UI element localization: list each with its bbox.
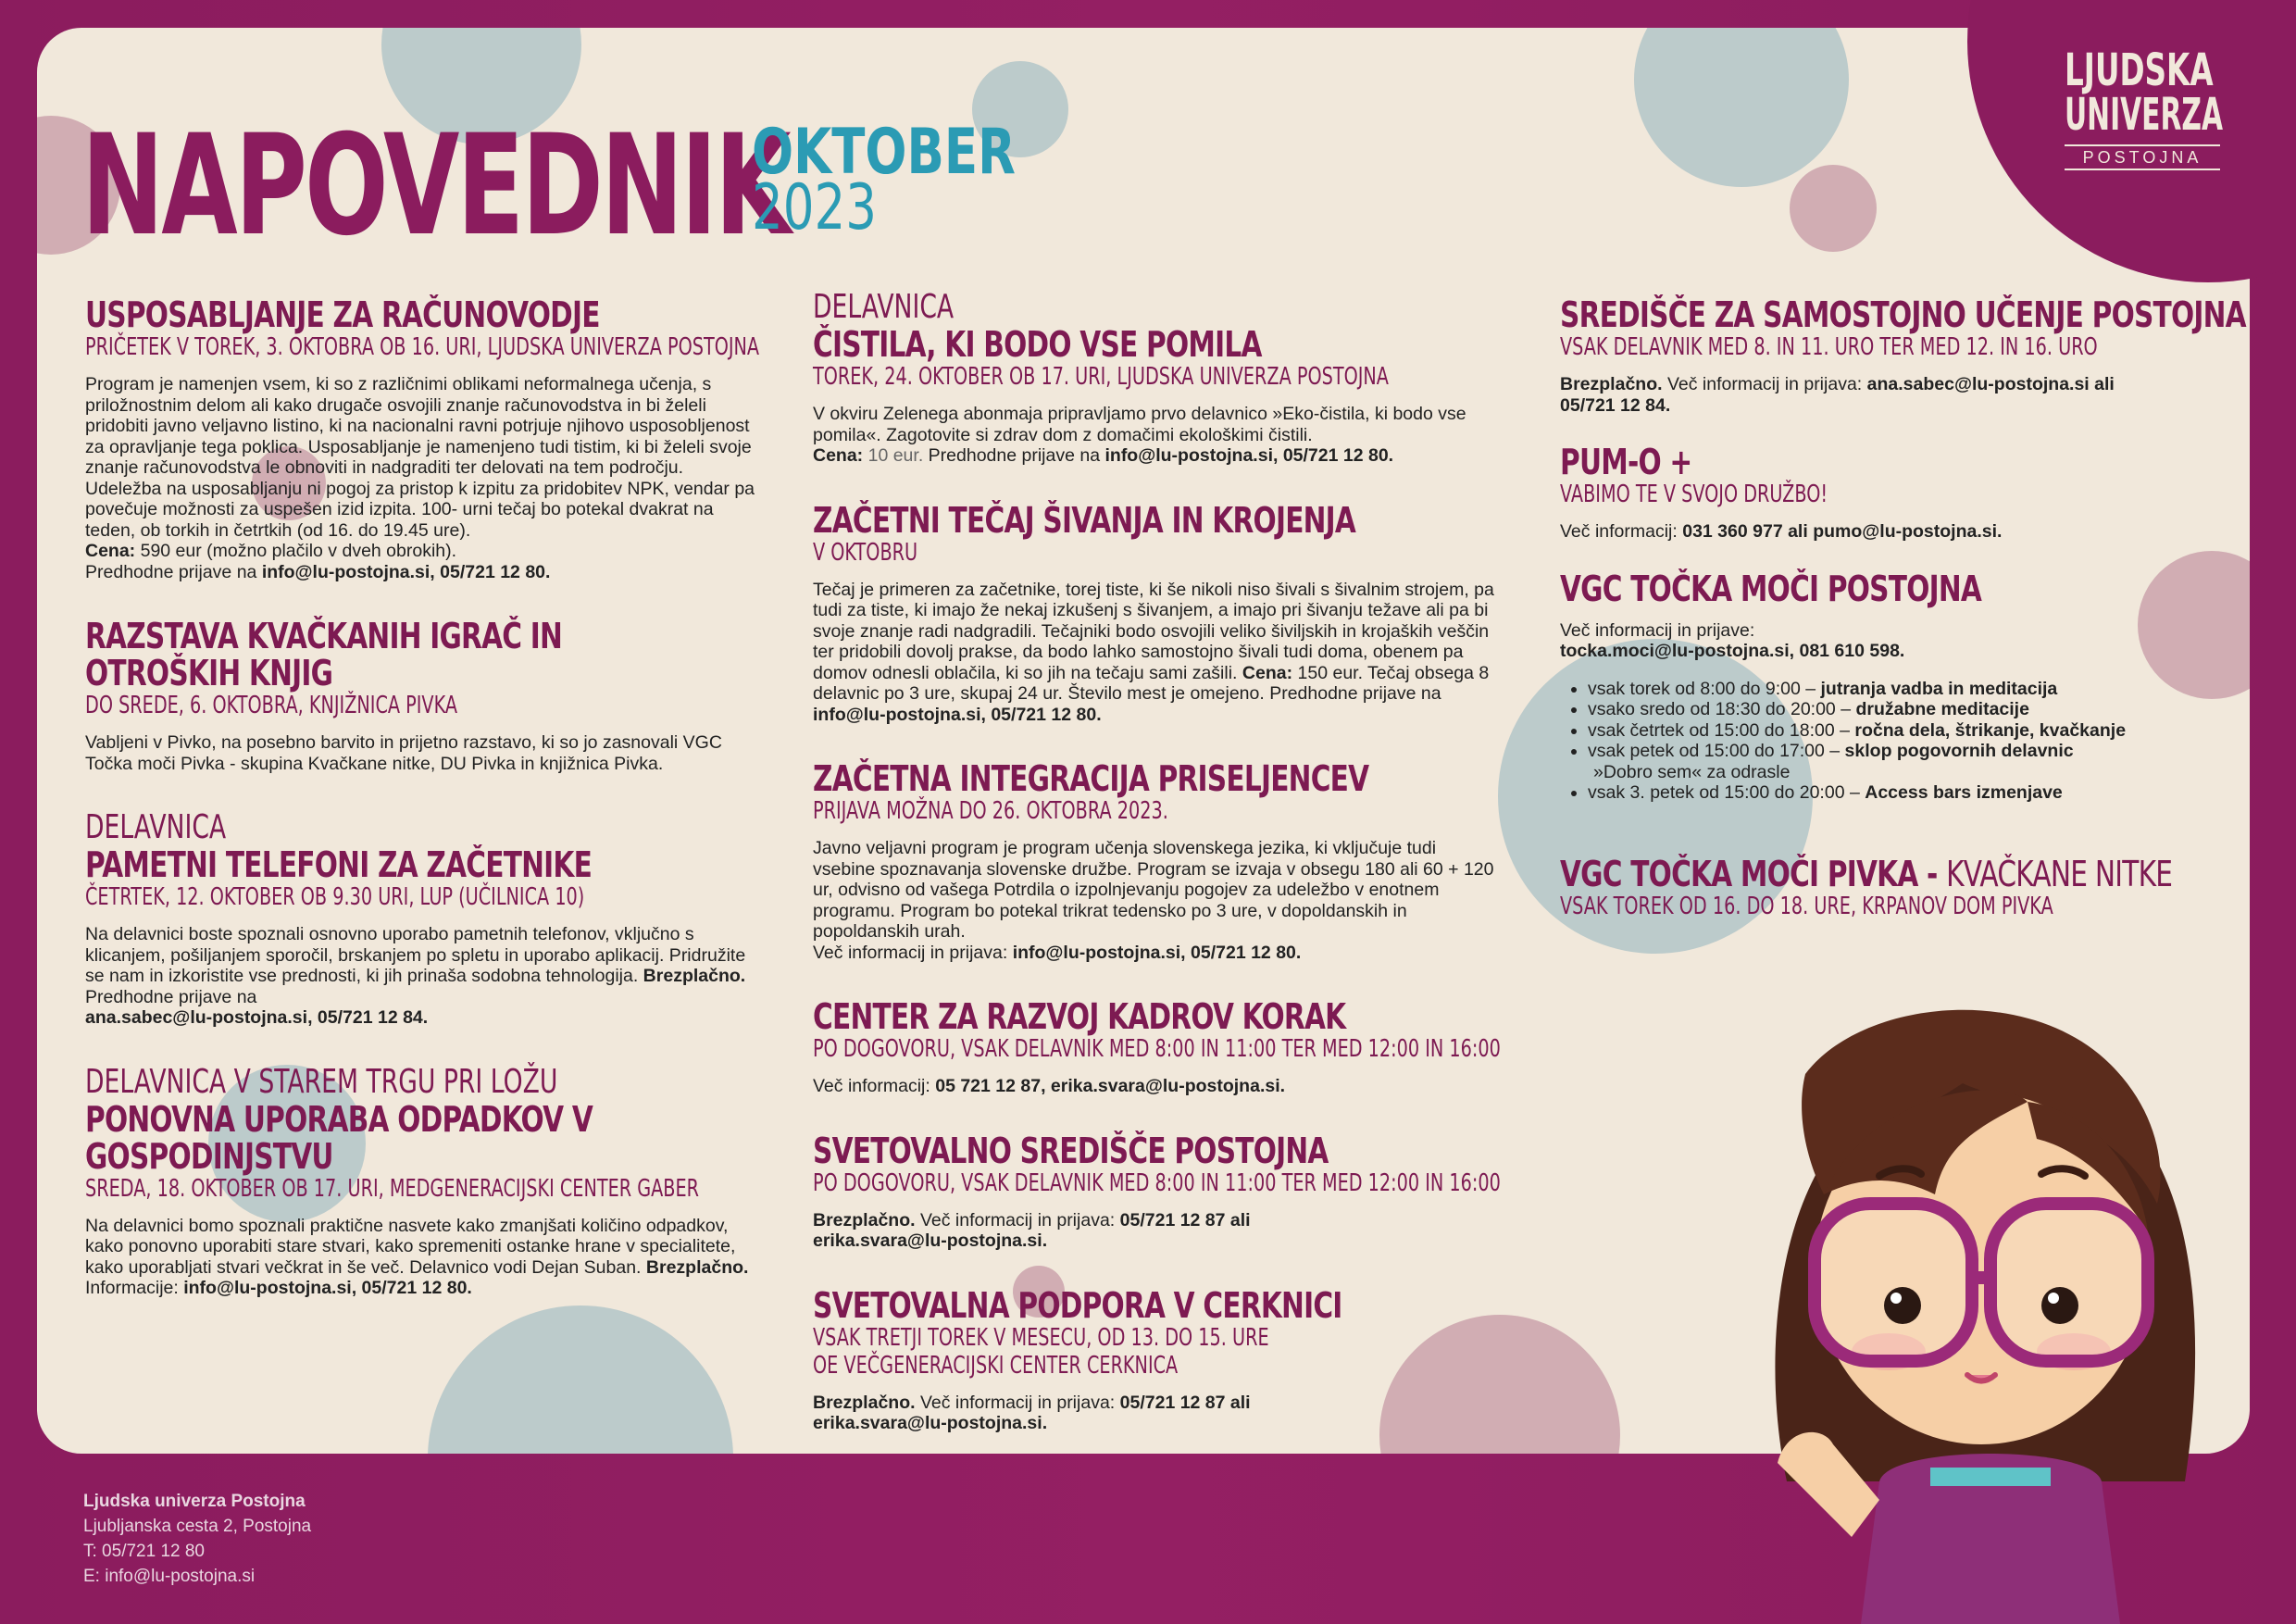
section-integration	[813, 760, 1498, 963]
section-title: SREDIŠČE ZA SAMOSTOJNO UČENJE POSTOJNA	[1560, 294, 2246, 335]
footer-address: Ljubljanska cesta 2, Postojna	[83, 1517, 312, 1536]
section-subtitle: TOREK, 24. OKTOBER OB 17. URI, LJUDSKA UNIVERZA POSTOJNA	[813, 363, 1389, 391]
section-self-learning	[1560, 294, 2246, 416]
section-subtitle: OE VEČGENERACIJSKI CENTER CERKNICA	[813, 1351, 1179, 1380]
decor-circle	[1790, 165, 1877, 252]
section-subtitle: PRIČETEK V TOREK, 3. OKTOBRA OB 16. URI, LJUDSKA UNIVERZA POSTOJNA	[85, 333, 760, 361]
section-subtitle: DO SREDE, 6. OKTOBRA, KNJIŽNICA PIVKA	[85, 692, 458, 719]
section-title: USPOSABLJANJE ZA RAČUNOVODJE	[85, 294, 600, 335]
section-smartphones	[85, 809, 761, 1029]
section-title: RAZSTAVA KVAČKANIH IGRAČ IN	[85, 616, 563, 656]
section-text: Več informacij: 05 721 12 87, erika.svara@lu-postojna.si.	[813, 1076, 1286, 1096]
section-subtitle: VABIMO TE V SVOJO DRUŽBO!	[1560, 481, 1828, 508]
section-vgc-pivka	[1560, 853, 2217, 920]
footer-phone: T: 05/721 12 80	[83, 1542, 205, 1561]
logo-line-3: POSTOJNA	[2065, 144, 2220, 170]
section-subtitle: PO DOGOVORU, VSAK DELAVNIK MED 8:00 IN 11:00 TER MED 12:00 IN 16:00	[813, 1168, 1501, 1197]
footer	[83, 1489, 311, 1589]
section-title: CENTER ZA RAZVOJ KADROV KORAK	[813, 996, 1346, 1037]
section-text: Javno veljavni program je program učenja slovenskega jezika, ki vključuje tudi vsebine spoznavanja slovenske družbe. Program se izvaja v obsegu 180 ali 60 + 120 ur, odvisno od vašega Potrdila o izpolnjevanju pogojev za udeležbo v enotnem programu. Program bo potekal trikrat tedensko po 3 ure, v dopoldanskih in popoldanskih urah. Več informacij in prijava: info@lu-postojna.si, 05/721 12 80.	[813, 838, 1494, 963]
logo-line-1: LJUDSKA	[2065, 44, 2214, 96]
section-title: VGC TOČKA MOČI POSTOJNA	[1560, 568, 1982, 609]
section-subtitle: VSAK DELAVNIK MED 8. IN 11. URO TER MED 12. IN 16. URO	[1560, 333, 2098, 361]
list-item: • vsako sredo od 18:30 do 20:00 – družabne meditacije	[1588, 699, 2217, 720]
section-title: ČISTILA, KI BODO VSE POMILA	[813, 324, 1262, 365]
column-1	[85, 296, 761, 1334]
section-cleaners	[813, 289, 1498, 467]
section-text: Več informacij in prijave: tocka.moci@lu-postojna.si, 081 610 598.	[1560, 619, 1905, 661]
section-cerknica	[813, 1284, 1498, 1434]
header-month: OKTOBER	[752, 116, 1016, 189]
list-item: • vsak torek od 8:00 do 9:00 – jutranja vadba in meditacija	[1588, 679, 2217, 700]
section-title: ZAČETNI TEČAJ ŠIVANJA IN KROJENJA	[813, 499, 1356, 541]
section-text: Na delavnici bomo spoznali praktične nasvete kako zmanjšati količino odpadkov, kako ponovno uporabiti stare stvari, kako spremeniti ostanke hrane v specialitete, kako uporabljati stvari večkrat in še več. Delavnico vodi Dejan Suban. Brezplačno. Informacije: info@lu-postojna.si, 05/721 12 80.	[85, 1215, 749, 1298]
section-title: OTROŠKIH KNJIG	[85, 653, 333, 693]
footer-email: E: info@lu-postojna.si	[83, 1567, 256, 1586]
section-text: Tečaj je primeren za začetnike, torej tiste, ki še nikoli niso šivali s šivalnim strojem, pa tudi za tiste, ki imajo že nekaj izkušenj s šivanjem, a imajo pri šivanju težave ali pa bi svoje znanje radi nadgradili. Tečajniki bodo osvojili veliko šiviljskih in krojaških veščin ter pridobili dovolj prakse, da bodo lahko samostojno šivali tudi doma, obenem pa domov odnesli oblačila, ki so jih na tečaju sami zašili. Cena: 150 eur. Tečaj obsega 8 delavnic po 3 ure, skupaj 24 ur. Število mest je omejeno. Predhodne prijave na info@lu-postojna.si, 05/721 12 80.	[813, 579, 1494, 725]
section-pumo	[1560, 443, 2217, 543]
section-text: Na delavnici boste spoznali osnovno uporabo pametnih telefonov, vključno s klicanjem, pošiljanjem sporočil, brskanjem po spletu in uporabo aplikacij. Pridružite se nam in izkoristite vse prednosti, ki jih prinaša sodobna tehnologija. Brezplačno. Predhodne prijave na ana.sabec@lu-postojna.si, 05/721 12 84.	[85, 924, 746, 1028]
section-subtitle: ČETRTEK, 12. OKTOBER OB 9.30 URI, LUP (UČILNICA 10)	[85, 883, 585, 911]
section-waste	[85, 1064, 761, 1299]
section-title: SVETOVALNA PODPORA V CERKNICI	[813, 1284, 1342, 1326]
section-text: Brezplačno. Več informacij in prijava: 05/721 12 87 ali erika.svara@lu-postojna.si.	[813, 1392, 1251, 1433]
section-prefix: DELAVNICA	[85, 808, 227, 846]
section-title: PUM-O +	[1560, 442, 1692, 482]
section-title: SVETOVALNO SREDIŠČE POSTOJNA	[813, 1130, 1329, 1171]
list-item: • vsak 3. petek od 15:00 do 20:00 – Access bars izmenjave	[1588, 782, 2217, 804]
section-korak	[813, 996, 1501, 1097]
section-title: PAMETNI TELEFONI ZA ZAČETNIKE	[85, 844, 593, 885]
section-counselling	[813, 1130, 1501, 1252]
column-3	[1560, 294, 2246, 956]
column-2	[813, 288, 1501, 1454]
footer-name: Ljudska univerza Postojna	[83, 1492, 306, 1511]
section-subtitle: VSAK TOREK OD 16. DO 18. URE, KRPANOV DOM PIVKA	[1560, 892, 2053, 920]
section-sewing	[813, 499, 1498, 726]
section-title: ZAČETNA INTEGRACIJA PRISELJENCEV	[813, 758, 1369, 799]
section-title: VGC TOČKA MOČI PIVKA - KVAČKANE NITKE	[1560, 853, 2173, 894]
section-subtitle: VSAK TRETJI TOREK V MESECU, OD 13. DO 15. URE	[813, 1323, 1269, 1352]
section-vgc-postojna	[1560, 570, 2217, 804]
schedule-list	[1560, 679, 2217, 804]
logo	[2065, 44, 2231, 170]
section-text: Brezplačno. Več informacij in prijava: ana.sabec@lu-postojna.si ali 05/721 12 84.	[1560, 374, 2115, 416]
section-accounting	[85, 296, 761, 582]
section-title: GOSPODINJSTVU	[85, 1135, 333, 1177]
section-text: Brezplačno. Več informacij in prijava: 05/721 12 87 ali erika.svara@lu-postojna.si.	[813, 1209, 1251, 1251]
page-title: NAPOVEDNIK	[81, 106, 789, 267]
section-subtitle: PO DOGOVORU, VSAK DELAVNIK MED 8:00 IN 11:00 TER MED 12:00 IN 16:00	[813, 1035, 1501, 1063]
section-text: Vabljeni v Pivko, na posebno barvito in prijetno razstavo, ki so jo zasnovali VGC Točka moči Pivka - skupina Kvačkane nitke, DU Pivka in knjižnica Pivka.	[85, 732, 722, 774]
list-item: • vsak petek od 15:00 do 17:00 – sklop pogovornih delavnic »Dobro sem« za odrasle	[1588, 741, 2217, 782]
section-exhibition	[85, 618, 761, 774]
list-item: • vsak četrtek od 15:00 do 18:00 – ročna dela, štrikanje, kvačkanje	[1588, 720, 2217, 742]
section-text: Več informacij: 031 360 977 ali pumo@lu-postojna.si.	[1560, 521, 2003, 542]
section-subtitle: SREDA, 18. OKTOBER OB 17. URI, MEDGENERACIJSKI CENTER GABER	[85, 1174, 700, 1203]
mascot-illustration	[1722, 963, 2240, 1624]
logo-line-2: UNIVERZA	[2065, 89, 2224, 141]
section-text: V okviru Zelenega abonmaja pripravljamo prvo delavnico »Eko-čistila, ki bodo vse pomila«. Zagotovite si zdrav dom z domačimi ekološkimi čistili. Cena: 10 eur. Predhodne prijave na info@lu-postojna.si, 05/721 12 80.	[813, 404, 1466, 466]
section-title: PONOVNA UPORABA ODPADKOV V	[85, 1098, 593, 1140]
header-year: 2023	[752, 171, 877, 244]
decor-circle	[1634, 28, 1849, 187]
section-subtitle: V OKTOBRU	[813, 538, 918, 567]
section-subtitle: PRIJAVA MOŽNA DO 26. OKTOBRA 2023.	[813, 797, 1168, 825]
section-prefix: DELAVNICA	[813, 288, 955, 326]
section-prefix: DELAVNICA V STAREM TRGU PRI LOŽU	[85, 1062, 558, 1101]
section-text: Program je namenjen vsem, ki so z različnimi oblikami neformalnega učenja, s priložnostnim delom ali kako drugače osvojili znanje računovodstva in bi želeli pridobiti javno veljavno listino, ki na nacionalni ravni potrjuje njihovo usposobljenost za opravljanje tega poklica. Usposabljanje je namenjeno tudi tistim, ki bi želeli svoje znanje računovodstva le obnoviti in nadgraditi ter delovati na tem področju. Udeležba na usposabljanju ni pogoj za pristop k izpitu za pridobitev NPK, vendar pa povečuje možnosti za uspešen izid izpita. 100- urni tečaj bo potekal dvakrat na teden, ob torkih in četrtkih (od 16. do 19.45 ure). Cena: 590 eur (možno plačilo v dveh obrokih). Predhodne prijave na info@lu-postojna.si, 05/721 12 80.	[85, 374, 755, 582]
